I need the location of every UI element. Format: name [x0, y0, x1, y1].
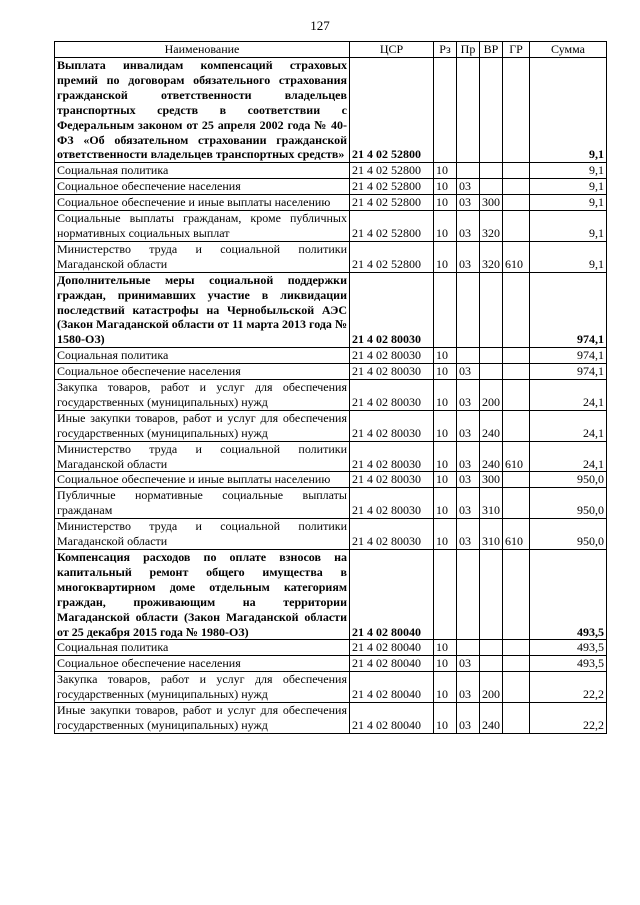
row-pr: 03: [457, 488, 480, 519]
page-number: 127: [310, 18, 330, 33]
row-name: Социальное обеспечение и иные выплаты населению: [55, 472, 350, 488]
header-rz: Рз: [434, 42, 457, 58]
row-rz: 10: [434, 672, 457, 703]
row-name: Публичные нормативные социальные выплаты гражданам: [55, 488, 350, 519]
row-pr: 03: [457, 410, 480, 441]
row-rz: 10: [434, 211, 457, 242]
row-sum: 24,1: [530, 441, 607, 472]
row-name: Закупка товаров, работ и услуг для обеспечения государственных (муниципальных) нужд: [55, 672, 350, 703]
table-row: [55, 488, 607, 519]
row-rz: 10: [434, 640, 457, 656]
row-csr: 21 4 02 52800: [350, 58, 434, 163]
row-pr: 03: [457, 703, 480, 734]
row-gr: [503, 348, 530, 364]
row-rz: 10: [434, 348, 457, 364]
table-row: [55, 550, 607, 640]
row-pr: 03: [457, 179, 480, 195]
row-sum: 24,1: [530, 380, 607, 411]
table-row: [55, 410, 607, 441]
row-vr: [480, 656, 503, 672]
row-sum: 24,1: [530, 410, 607, 441]
row-pr: [457, 640, 480, 656]
row-sum: 493,5: [530, 656, 607, 672]
table-row: [55, 472, 607, 488]
table-row: [55, 656, 607, 672]
row-pr: [457, 550, 480, 640]
row-csr: 21 4 02 80030: [350, 472, 434, 488]
row-pr: 03: [457, 519, 480, 550]
row-sum: 9,1: [530, 241, 607, 272]
row-gr: [503, 380, 530, 411]
row-rz: 10: [434, 519, 457, 550]
row-vr: [480, 348, 503, 364]
row-rz: 10: [434, 195, 457, 211]
row-name: Социальная политика: [55, 640, 350, 656]
row-vr: 310: [480, 488, 503, 519]
row-vr: [480, 272, 503, 348]
row-csr: 21 4 02 80030: [350, 380, 434, 411]
table-row: [55, 380, 607, 411]
table-row: [55, 179, 607, 195]
header-sum: Сумма: [530, 42, 607, 58]
row-rz: 10: [434, 179, 457, 195]
row-name: Социальная политика: [55, 163, 350, 179]
row-rz: 10: [434, 410, 457, 441]
row-gr: [503, 410, 530, 441]
row-csr: 21 4 02 52800: [350, 241, 434, 272]
row-csr: 21 4 02 52800: [350, 211, 434, 242]
row-gr: [503, 272, 530, 348]
table-row: [55, 241, 607, 272]
row-gr: [503, 211, 530, 242]
row-csr: 21 4 02 80040: [350, 640, 434, 656]
table-row: [55, 441, 607, 472]
row-sum: 950,0: [530, 472, 607, 488]
row-sum: 950,0: [530, 519, 607, 550]
row-name: Дополнительные меры социальной поддержки граждан, принимавших участие в ликвидации последствий катастрофы на Чернобыльской АЭС (Закон Магаданской области от 11 марта 2013 года № 1580-ОЗ): [55, 272, 350, 348]
row-name: Социальная политика: [55, 348, 350, 364]
table-row: [55, 58, 607, 163]
row-pr: 03: [457, 211, 480, 242]
row-vr: 240: [480, 703, 503, 734]
row-pr: [457, 163, 480, 179]
row-name: Министерство труда и социальной политики Магаданской области: [55, 441, 350, 472]
row-rz: 10: [434, 703, 457, 734]
row-name: Социальное обеспечение населения: [55, 656, 350, 672]
row-sum: 974,1: [530, 272, 607, 348]
table-row: [55, 364, 607, 380]
row-name: Министерство труда и социальной политики Магаданской области: [55, 241, 350, 272]
row-csr: 21 4 02 52800: [350, 163, 434, 179]
row-pr: 03: [457, 441, 480, 472]
row-csr: 21 4 02 52800: [350, 195, 434, 211]
row-gr: 610: [503, 241, 530, 272]
row-csr: 21 4 02 80040: [350, 656, 434, 672]
row-csr: 21 4 02 80030: [350, 488, 434, 519]
row-name: Социальное обеспечение населения: [55, 364, 350, 380]
row-gr: [503, 640, 530, 656]
row-csr: 21 4 02 80030: [350, 348, 434, 364]
row-pr: 03: [457, 364, 480, 380]
header-vr: ВР: [480, 42, 503, 58]
row-pr: 03: [457, 472, 480, 488]
header-name: Наименование: [55, 42, 350, 58]
row-csr: 21 4 02 52800: [350, 179, 434, 195]
row-rz: 10: [434, 488, 457, 519]
row-sum: 9,1: [530, 179, 607, 195]
row-csr: 21 4 02 80030: [350, 410, 434, 441]
row-rz: 10: [434, 472, 457, 488]
table-row: [55, 163, 607, 179]
row-vr: 320: [480, 211, 503, 242]
row-rz: [434, 550, 457, 640]
row-gr: [503, 163, 530, 179]
row-name: Компенсация расходов по оплате взносов на капитальный ремонт общего имущества в многоквартирном доме отдельным категориям граждан, проживающим на территории Магаданской области (Закон Магаданской области от 25 декабря 2015 года № 1980-ОЗ): [55, 550, 350, 640]
row-rz: 10: [434, 241, 457, 272]
header-csr: ЦСР: [350, 42, 434, 58]
row-rz: [434, 272, 457, 348]
row-gr: [503, 672, 530, 703]
row-vr: 200: [480, 672, 503, 703]
row-rz: 10: [434, 380, 457, 411]
row-vr: 200: [480, 380, 503, 411]
row-vr: [480, 179, 503, 195]
row-name: Социальные выплаты гражданам, кроме публичных нормативных социальных выплат: [55, 211, 350, 242]
budget-table: [54, 41, 607, 734]
row-vr: [480, 550, 503, 640]
row-csr: 21 4 02 80030: [350, 519, 434, 550]
row-rz: 10: [434, 441, 457, 472]
row-sum: 974,1: [530, 348, 607, 364]
row-pr: [457, 58, 480, 163]
row-name: Закупка товаров, работ и услуг для обеспечения государственных (муниципальных) нужд: [55, 380, 350, 411]
row-csr: 21 4 02 80040: [350, 703, 434, 734]
row-csr: 21 4 02 80030: [350, 272, 434, 348]
row-gr: [503, 656, 530, 672]
row-pr: 03: [457, 241, 480, 272]
row-csr: 21 4 02 80030: [350, 364, 434, 380]
row-name: Социальное обеспечение и иные выплаты населению: [55, 195, 350, 211]
table-row: [55, 348, 607, 364]
header-gr: ГР: [503, 42, 530, 58]
row-gr: 610: [503, 441, 530, 472]
row-vr: [480, 364, 503, 380]
row-sum: 22,2: [530, 672, 607, 703]
table-header-row: [55, 42, 607, 58]
row-vr: 240: [480, 441, 503, 472]
row-gr: [503, 58, 530, 163]
row-gr: [503, 550, 530, 640]
table-row: [55, 195, 607, 211]
row-gr: [503, 472, 530, 488]
row-sum: 974,1: [530, 364, 607, 380]
row-rz: [434, 58, 457, 163]
row-vr: [480, 640, 503, 656]
row-name: Выплата инвалидам компенсаций страховых премий по договорам обязательного страхования гражданской ответственности владельцев транспортных средств в соответствии с Федеральным законом от 25 апреля 2002 года № 40-ФЗ «Об обязательном страховании гражданской ответственности владельцев транспортных средств»: [55, 58, 350, 163]
row-gr: [503, 179, 530, 195]
row-pr: 03: [457, 380, 480, 411]
row-csr: 21 4 02 80040: [350, 672, 434, 703]
row-vr: [480, 58, 503, 163]
row-vr: 320: [480, 241, 503, 272]
row-csr: 21 4 02 80040: [350, 550, 434, 640]
row-sum: 950,0: [530, 488, 607, 519]
row-rz: 10: [434, 163, 457, 179]
row-sum: 9,1: [530, 211, 607, 242]
row-pr: 03: [457, 195, 480, 211]
table-row: [55, 519, 607, 550]
row-pr: 03: [457, 672, 480, 703]
row-vr: 310: [480, 519, 503, 550]
row-sum: 493,5: [530, 550, 607, 640]
row-gr: 610: [503, 519, 530, 550]
row-gr: [503, 195, 530, 211]
row-name: Иные закупки товаров, работ и услуг для обеспечения государственных (муниципальных) нужд: [55, 703, 350, 734]
row-pr: 03: [457, 656, 480, 672]
row-gr: [503, 488, 530, 519]
table-row: [55, 272, 607, 348]
row-sum: 9,1: [530, 58, 607, 163]
table-row: [55, 211, 607, 242]
row-rz: 10: [434, 656, 457, 672]
row-gr: [503, 703, 530, 734]
row-name: Социальное обеспечение населения: [55, 179, 350, 195]
row-vr: 300: [480, 195, 503, 211]
table-row: [55, 640, 607, 656]
row-csr: 21 4 02 80030: [350, 441, 434, 472]
row-vr: 240: [480, 410, 503, 441]
row-vr: 300: [480, 472, 503, 488]
row-sum: 9,1: [530, 195, 607, 211]
row-name: Министерство труда и социальной политики Магаданской области: [55, 519, 350, 550]
row-sum: 493,5: [530, 640, 607, 656]
table-row: [55, 703, 607, 734]
row-vr: [480, 163, 503, 179]
header-pr: Пр: [457, 42, 480, 58]
row-name: Иные закупки товаров, работ и услуг для обеспечения государственных (муниципальных) нужд: [55, 410, 350, 441]
table-row: [55, 672, 607, 703]
row-gr: [503, 364, 530, 380]
row-pr: [457, 348, 480, 364]
row-sum: 22,2: [530, 703, 607, 734]
row-sum: 9,1: [530, 163, 607, 179]
row-pr: [457, 272, 480, 348]
row-rz: 10: [434, 364, 457, 380]
